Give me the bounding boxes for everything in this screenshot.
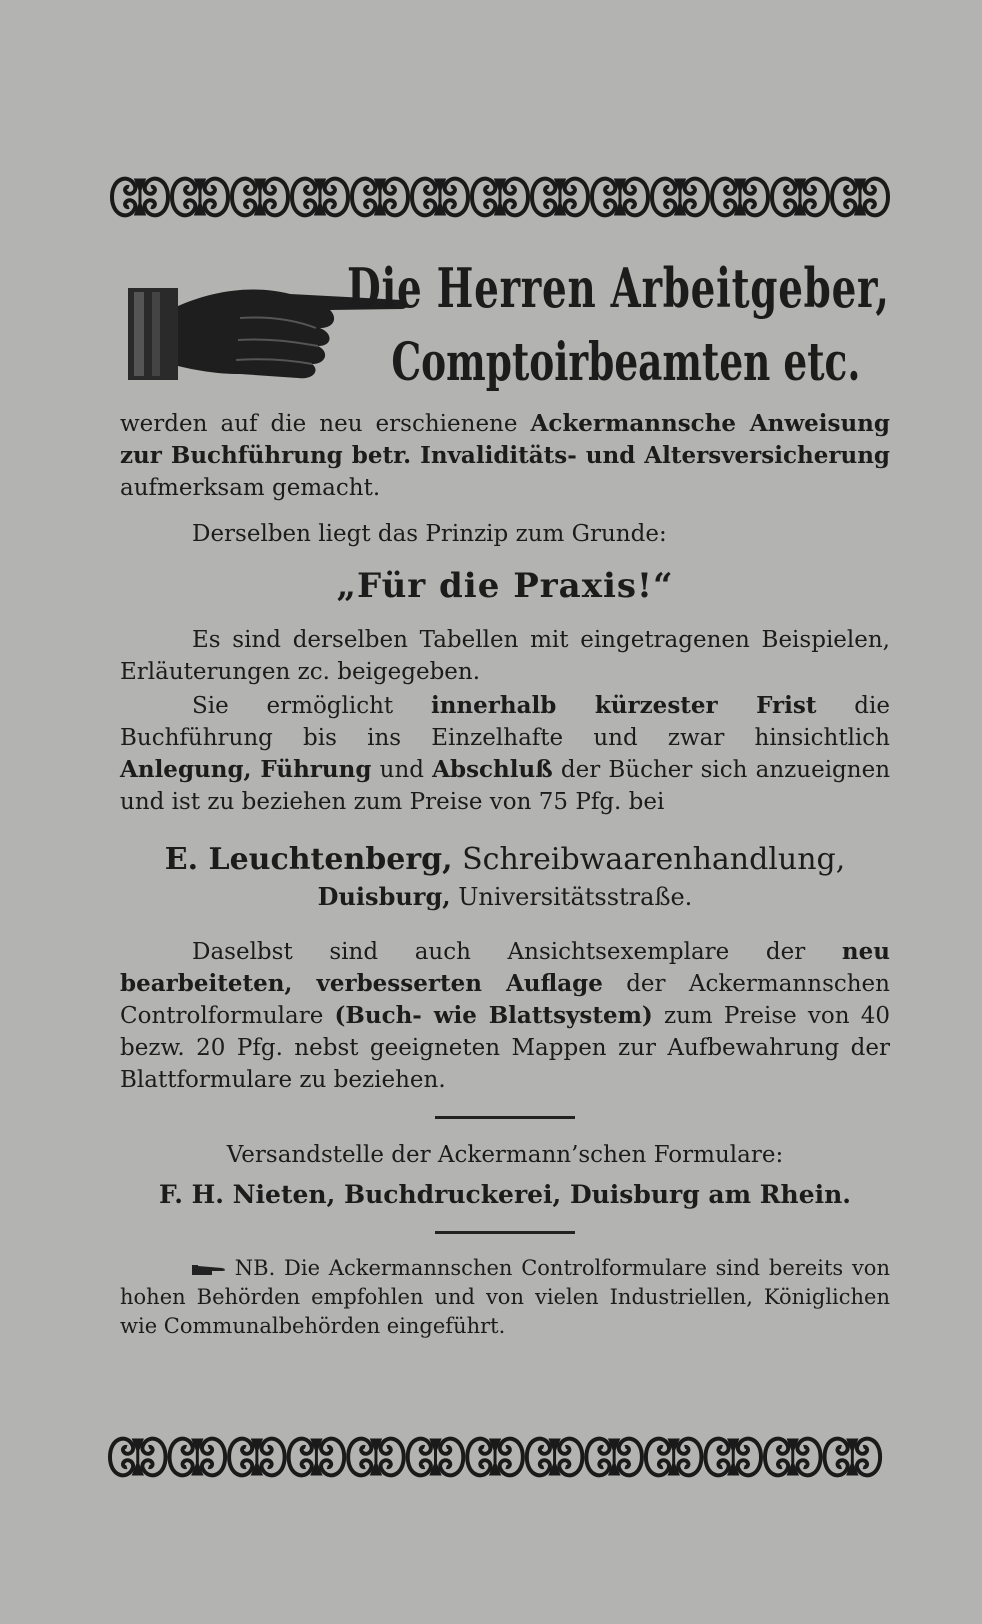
- enables-text-1: Sie ermöglicht: [192, 693, 431, 719]
- firm-line: [120, 840, 890, 880]
- firm-address-line: [120, 880, 890, 914]
- enables-text-2: die Buchführung bis ins Einzelhafte und zwar hinsichtlich: [120, 693, 890, 751]
- firm-trade: Schreibwaarenhandlung,: [452, 842, 846, 877]
- firm-name: E. Leuchtenberg,: [164, 842, 453, 877]
- nb-note: [120, 1254, 890, 1341]
- also-bold-2: (Buch- wie Blattsystem): [334, 1002, 653, 1029]
- also-text-1: Daselbst sind auch Ansichtsexemplare der: [192, 939, 842, 965]
- intro-text-2: aufmerksam gemacht.: [120, 475, 381, 501]
- enables-bold-3: Abschluß: [432, 756, 553, 783]
- firm-street: Universitätsstraße.: [450, 883, 693, 911]
- also-text-2: der Ackermannschen Controlformulare: [120, 971, 890, 1029]
- pointing-hand-small-icon: [192, 1263, 226, 1277]
- also-paragraph: [120, 936, 890, 1096]
- dispatch-name: F. H. Nieten, Buchdruckerei, Duisburg am Rhein.: [159, 1180, 851, 1209]
- enables-text-3: und: [371, 757, 433, 783]
- nb-text: Die Ackermannschen Controlformulare sind bereits von hohen Behörden empfohlen und von vielen Industriellen, Königlichen wie Communalbehörden eingeführt.: [120, 1256, 890, 1338]
- principle-line: Derselben liegt das Prinzip zum Grunde:: [192, 521, 667, 547]
- enables-bold-1: innerhalb kürzester Frist: [430, 692, 817, 719]
- ornamental-border-bottom: [108, 1428, 894, 1486]
- dispatch-label: Versandstelle der Ackermann’schen Formulare:: [226, 1142, 784, 1168]
- headline: [120, 248, 890, 408]
- intro-paragraph: [120, 408, 890, 504]
- nb-label: NB.: [226, 1256, 276, 1280]
- enables-text-4: der Bücher sich anzueignen und ist zu beziehen zum Preise von 75 Pfg. bei: [120, 757, 891, 815]
- also-bold-1: neu bearbeiteten, verbesserten Auflage: [120, 938, 890, 997]
- enables-paragraph: [120, 690, 890, 818]
- ad-content: [120, 248, 890, 1341]
- divider-rule-1: [435, 1116, 575, 1119]
- motto: „Für die Praxis!“: [336, 566, 674, 606]
- headline-line-2: Comptoirbeamten etc.: [391, 332, 860, 393]
- divider-rule-2: [435, 1231, 575, 1234]
- headline-line-1: Die Herren Arbeitgeber,: [347, 256, 890, 320]
- also-text-3: zum Preise von 40 bezw. 20 Pfg. nebst geeigneten Mappen zur Aufbewahrung der Blattformulare zu beziehen.: [120, 1003, 890, 1093]
- intro-bold-title: Ackermannsche Anweisung zur Buchführung betr. Invaliditäts- und Altersversicherung: [120, 410, 890, 469]
- firm-city: Duisburg,: [317, 882, 451, 911]
- intro-text-1: werden auf die neu erschienene: [120, 411, 531, 437]
- ornamental-border-top: [110, 168, 902, 226]
- tables-paragraph: Es sind derselben Tabellen mit eingetragenen Beispielen, Erläuterungen zc. beigegeben.: [120, 627, 890, 685]
- enables-bold-2: Anlegung, Führung: [120, 756, 372, 783]
